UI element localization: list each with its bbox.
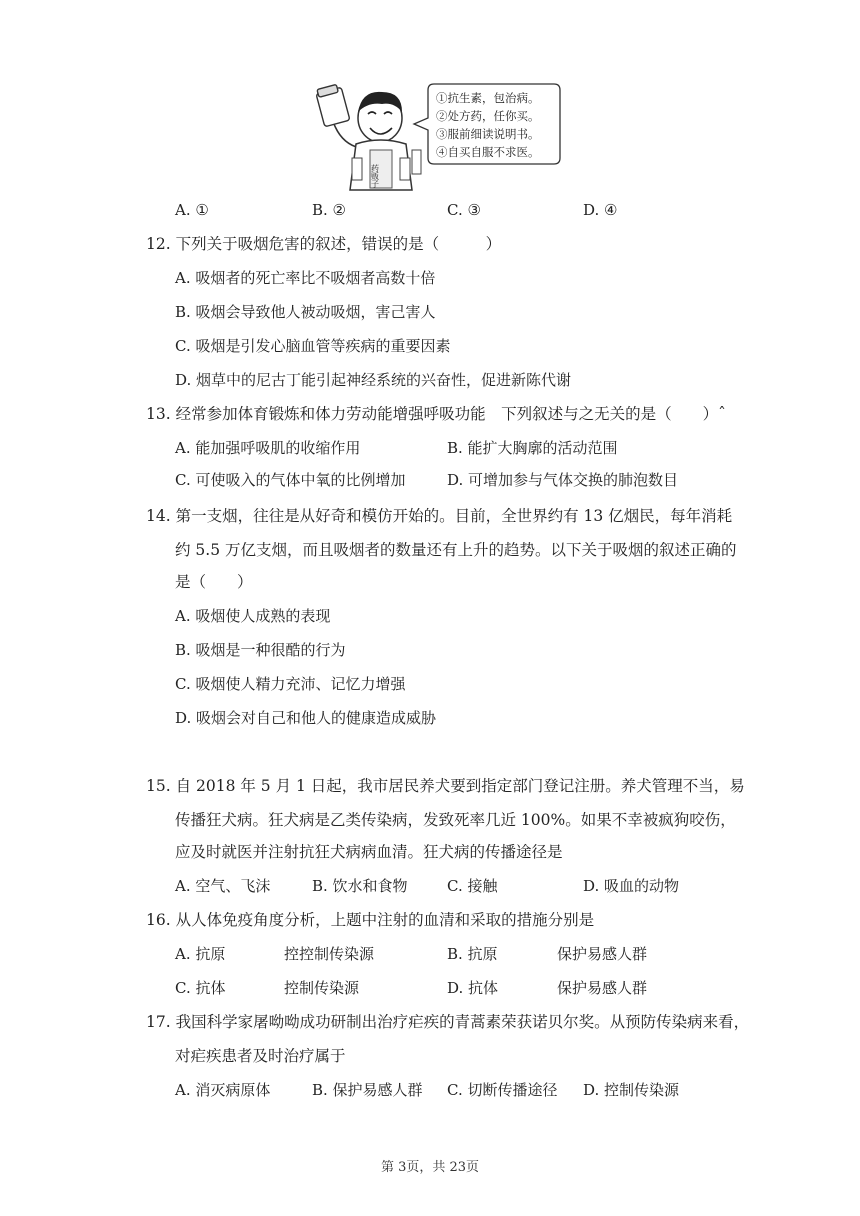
q16-option-a-answer: A. 抗原 bbox=[175, 945, 226, 963]
q17-option-b: B. 保护易感人群 bbox=[312, 1081, 423, 1099]
q15-option-a: A. 空气、飞沫 bbox=[175, 877, 271, 895]
bubble-line-4: ④自买自服不求医。 bbox=[436, 145, 540, 159]
q16-option-c-measure: 控制传染源 bbox=[284, 979, 360, 997]
q13-stem: 13. 经常参加体育锻炼和体力劳动能增强呼吸功能 下列叙述与之无关的是（ ）ˆ bbox=[146, 405, 726, 423]
q14-stem-line-3: 是（ ） bbox=[175, 573, 253, 591]
q17-option-a: A. 消灭病原体 bbox=[175, 1081, 271, 1099]
q12-option-a: A. 吸烟者的死亡率比不吸烟者高数十倍 bbox=[175, 269, 436, 287]
q15-stem-line-3: 应及时就医并注射抗狂犬病病血清。狂犬病的传播途径是 bbox=[175, 843, 563, 861]
q13-option-b: B. 能扩大胸廓的活动范围 bbox=[447, 439, 618, 457]
q14-stem-line-1: 14. 第一支烟，往往是从好奇和模仿开始的。目前，全世界约有 13 亿烟民，每年消耗 bbox=[146, 507, 733, 525]
q16-option-c-answer: C. 抗体 bbox=[175, 979, 226, 997]
bubble-line-2: ②处方药，任你买。 bbox=[436, 109, 540, 123]
q13-option-d: D. 可增加参与气体交换的肺泡数目 bbox=[447, 471, 679, 489]
q14-option-b: B. 吸烟是一种很酷的行为 bbox=[175, 641, 346, 659]
q16-option-b-answer: B. 抗原 bbox=[447, 945, 498, 963]
q15-option-c: C. 接触 bbox=[447, 877, 498, 895]
q14-option-d: D. 吸烟会对自己和他人的健康造成威胁 bbox=[175, 709, 437, 727]
q14-option-a: A. 吸烟使人成熟的表现 bbox=[175, 607, 331, 625]
q12-option-b: B. 吸烟会导致他人被动吸烟，害己害人 bbox=[175, 303, 436, 321]
q17-stem-line-1: 17. 我国科学家屠呦呦成功研制出治疗疟疾的青蒿素荣获诺贝尔奖。从预防传染病来看， bbox=[146, 1013, 750, 1031]
q12-option-c: C. 吸烟是引发心脑血管等疾病的重要因素 bbox=[175, 337, 451, 355]
q15-stem-line-1: 15. 自 2018 年 5 月 1 日起，我市居民养犬要到指定部门登记注册。养犬管理不当，易 bbox=[146, 777, 745, 795]
q16-option-d-answer: D. 抗体 bbox=[447, 979, 499, 997]
q15-stem-line-2: 传播狂犬病。狂犬病是乙类传染病，发致死率几近 100%。如果不幸被疯狗咬伤， bbox=[175, 811, 736, 829]
q15-option-b: B. 饮水和食物 bbox=[312, 877, 408, 895]
q17-option-c: C. 切断传播途径 bbox=[447, 1081, 558, 1099]
q13-option-a: A. 能加强呼吸肌的收缩作用 bbox=[175, 439, 361, 457]
bubble-line-3: ③服前细读说明书。 bbox=[436, 127, 540, 141]
shirt-text: 药贩子 bbox=[370, 164, 380, 188]
q12-stem: 12. 下列关于吸烟危害的叙述，错误的是（ ） bbox=[146, 235, 502, 253]
q15-option-d: D. 吸血的动物 bbox=[583, 877, 680, 895]
q11-option-b: B. ② bbox=[312, 201, 347, 219]
q17-option-d: D. 控制传染源 bbox=[583, 1081, 680, 1099]
q11-option-d: D. ④ bbox=[583, 201, 618, 219]
q16-stem: 16. 从人体免疫角度分析，上题中注射的血清和采取的措施分别是 bbox=[146, 911, 595, 929]
q12-option-d: D. 烟草中的尼古丁能引起神经系统的兴奋性，促进新陈代谢 bbox=[175, 371, 572, 389]
drug-peddler-illustration bbox=[312, 78, 562, 196]
q16-option-a-measure: 控控制传染源 bbox=[284, 945, 375, 963]
q14-stem-line-2: 约 5.5 万亿支烟，而且吸烟者的数量还有上升的趋势。以下关于吸烟的叙述正确的 bbox=[175, 541, 737, 559]
cartoon-figure bbox=[312, 78, 562, 196]
q11-option-c: C. ③ bbox=[447, 201, 481, 219]
q11-option-a: A. ① bbox=[175, 201, 209, 219]
q17-stem-line-2: 对疟疾患者及时治疗属于 bbox=[175, 1047, 346, 1065]
bubble-line-1: ①抗生素，包治病。 bbox=[436, 91, 540, 105]
q13-option-c: C. 可使吸入的气体中氧的比例增加 bbox=[175, 471, 406, 489]
q16-option-d-measure: 保护易感人群 bbox=[557, 979, 648, 997]
q16-option-b-measure: 保护易感人群 bbox=[557, 945, 648, 963]
page-footer: 第 3页，共 23页 bbox=[380, 1160, 480, 1175]
q14-option-c: C. 吸烟使人精力充沛、记忆力增强 bbox=[175, 675, 406, 693]
